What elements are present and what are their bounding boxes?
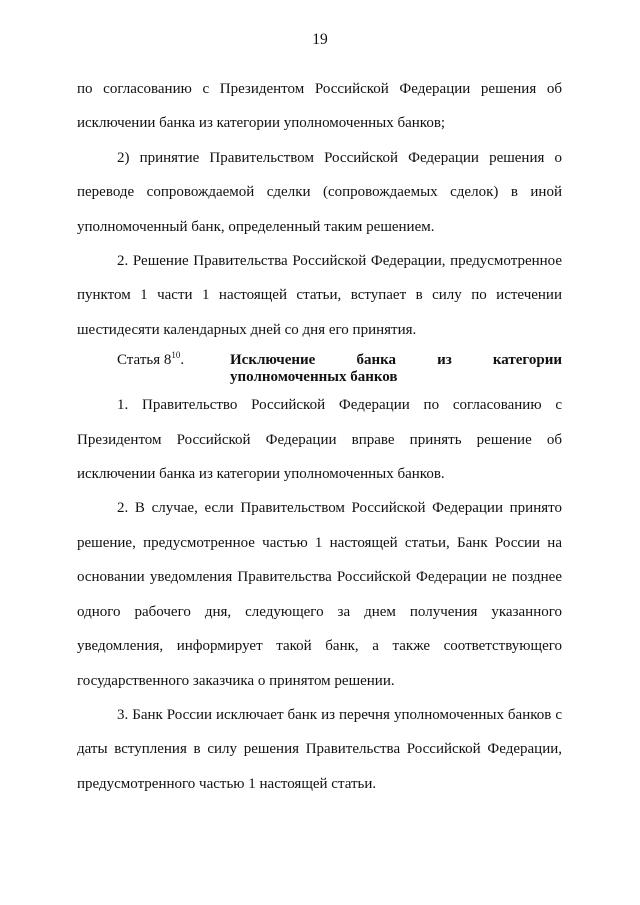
article-paragraph-3: 3. Банк России исключает банк из перечня уполномоченных банков с даты вступления в силу решения Правительства Российской Федерации, предусмотренного частью 1 настоящей статьи.	[77, 706, 562, 792]
article-title-line-1: Исключение банка из категории	[230, 352, 562, 369]
paragraph-continuation: по согласованию с Президентом Российской Федерации решения об исключении банка из категории уполномоченных банков;	[77, 81, 562, 132]
page-number: 19	[312, 31, 328, 48]
article-label-superscript: 10	[171, 350, 181, 361]
article-heading	[77, 352, 562, 386]
article-label	[77, 352, 230, 386]
article-title-line-2: уполномоченных банков	[230, 369, 398, 386]
article-label-suffix: .	[180, 352, 185, 369]
paragraph-part-2: 2. Решение Правительства Российской Федерации, предусмотренное пунктом 1 части 1 настоящей статьи, вступает в силу по истечении шестидесяти календарных дней со дня его принятия.	[77, 253, 562, 338]
article-label-text: Статья 8	[117, 352, 172, 369]
article-paragraph-1: 1. Правительство Российской Федерации по согласованию с Президентом Российской Федерации вправе принять решение об исключении банка из категории уполномоченных банков.	[77, 397, 562, 483]
article-paragraph-2: 2. В случае, если Правительством Российской Федерации принято решение, предусмотренное частью 1 настоящей статьи, Банк России на основании уведомления Правительства Российской Федерации не позднее одного рабочего дня, следующего за днем получения указанного уведомления, информирует такой банк, а также соответствующего государственного заказчика о принятом решении.	[77, 500, 562, 689]
document-body	[77, 72, 562, 801]
paragraph-item-2: 2) принятие Правительством Российской Федерации решения о переводе сопровождаемой сделки (сопровождаемых сделок) в иной уполномоченный банк, определенный таким решением.	[77, 149, 562, 235]
article-title	[230, 352, 562, 386]
